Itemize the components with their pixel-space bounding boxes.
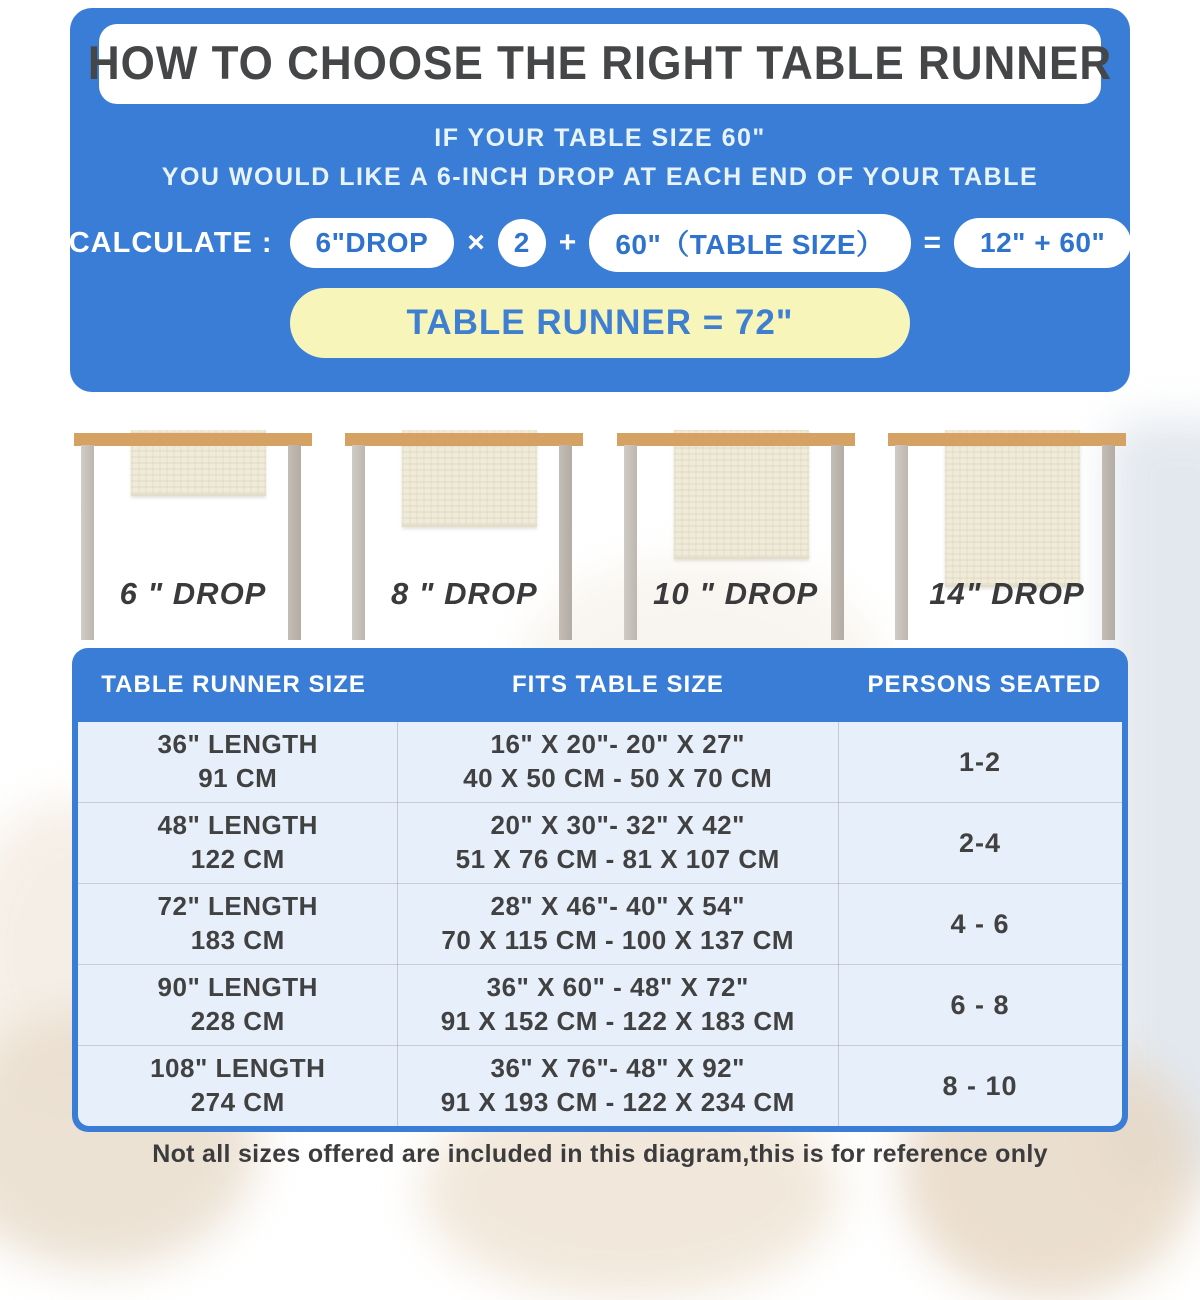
runner-size-cm: 183 CM [190,925,285,955]
calculation-row [69,214,1132,272]
table-row [78,802,1122,883]
subtitle-line-1: IF YOUR TABLE SIZE 60" [434,124,766,152]
size-table-body [78,722,1122,1126]
subtitle [162,124,1038,192]
runner-size-cm: 91 CM [198,763,278,793]
sum-pill: 12" + 60" [954,218,1131,268]
factor-pill: 2 [498,219,546,267]
page-title: HOW TO CHOOSE THE RIGHT TABLE RUNNER [87,37,1113,90]
runner-size-cm: 228 CM [190,1006,285,1036]
cell-persons: 4 - 6 [950,908,1010,939]
fits-size-cm: 91 X 193 CM - 122 X 234 CM [440,1087,795,1117]
runner-size-inches: 48" LENGTH [157,810,318,841]
column-separator [397,722,398,1126]
drop-diagram-6in [74,428,312,640]
runner-size-inches: 90" LENGTH [157,972,318,1003]
runner-size-inches: 36" LENGTH [157,729,318,760]
title-box [87,24,1113,104]
multiply-operator: × [467,226,485,259]
drop-label: 8 " DROP [390,576,538,611]
tabletop [617,433,855,446]
fits-size-cm: 70 X 115 CM - 100 X 137 CM [441,925,795,955]
drop-diagrams-row [0,428,1200,640]
drop-value-pill: 6"DROP [290,218,455,268]
header-fits-table-size: FITS TABLE SIZE [511,671,724,698]
cell-fits-size [397,1052,838,1120]
cell-fits-size [397,971,838,1039]
table-row [78,1045,1122,1126]
drop-diagram-10in [617,428,855,640]
runner-size-cm: 274 CM [190,1087,285,1117]
fits-size-inches: 36" X 76"- 48" X 92" [490,1053,745,1084]
subtitle-line-2: YOU WOULD LIKE A 6-INCH DROP AT EACH END OF YOUR TABLE [161,163,1039,191]
drop-diagram-8in [345,428,583,640]
column-separator [838,722,839,1126]
runner-cloth [674,430,809,559]
fits-size-cm: 40 X 50 CM - 50 X 70 CM [463,763,773,793]
size-table-header [72,648,1128,722]
cell-persons: 8 - 10 [942,1070,1018,1101]
cell-fits-size [397,728,838,796]
cell-runner-size [78,809,397,877]
header-persons-seated: PERSONS SEATED [867,671,1102,698]
cell-persons: 2-4 [958,827,1001,858]
fits-size-inches: 36" X 60" - 48" X 72" [486,972,749,1003]
cell-persons: 1-2 [958,746,1001,777]
fits-size-cm: 51 X 76 CM - 81 X 107 CM [455,844,780,874]
drop-label: 14" DROP [929,576,1085,611]
cell-runner-size [78,890,397,958]
cell-runner-size [78,1052,397,1120]
instruction-banner [70,8,1130,392]
runner-size-inches: 72" LENGTH [157,891,318,922]
runner-size-inches: 108" LENGTH [150,1053,326,1084]
plus-operator: + [558,226,577,259]
cell-fits-size [397,890,838,958]
cell-runner-size [78,728,397,796]
fits-size-inches: 16" X 20"- 20" X 27" [490,729,745,760]
table-row [78,883,1122,964]
table-row [78,722,1122,802]
drop-diagram-14in [888,428,1126,640]
cell-fits-size [397,809,838,877]
cell-runner-size [78,971,397,1039]
calculate-label: CALCULATE : [68,226,273,259]
fits-size-cm: 91 X 152 CM - 122 X 183 CM [440,1006,795,1036]
drop-label: 6 " DROP [119,576,267,611]
tabletop [345,433,583,446]
footer-note: Not all sizes offered are included in this diagram,this is for reference only [152,1140,1048,1168]
header-runner-size: TABLE RUNNER SIZE [101,671,366,698]
fits-size-inches: 28" X 46"- 40" X 54" [490,891,745,922]
result-pill: TABLE RUNNER = 72" [290,288,910,358]
runner-cloth [945,430,1080,587]
drop-label: 10 " DROP [653,576,819,611]
tabletop [74,433,312,446]
equals-operator: = [923,226,942,259]
cell-persons: 6 - 8 [950,989,1010,1020]
table-size-pill: 60"（TABLE SIZE） [589,214,910,272]
fits-size-inches: 20" X 30"- 32" X 42" [490,810,745,841]
table-row [78,964,1122,1045]
size-reference-table [72,648,1128,1132]
tabletop [888,433,1126,446]
runner-size-cm: 122 CM [190,844,285,874]
